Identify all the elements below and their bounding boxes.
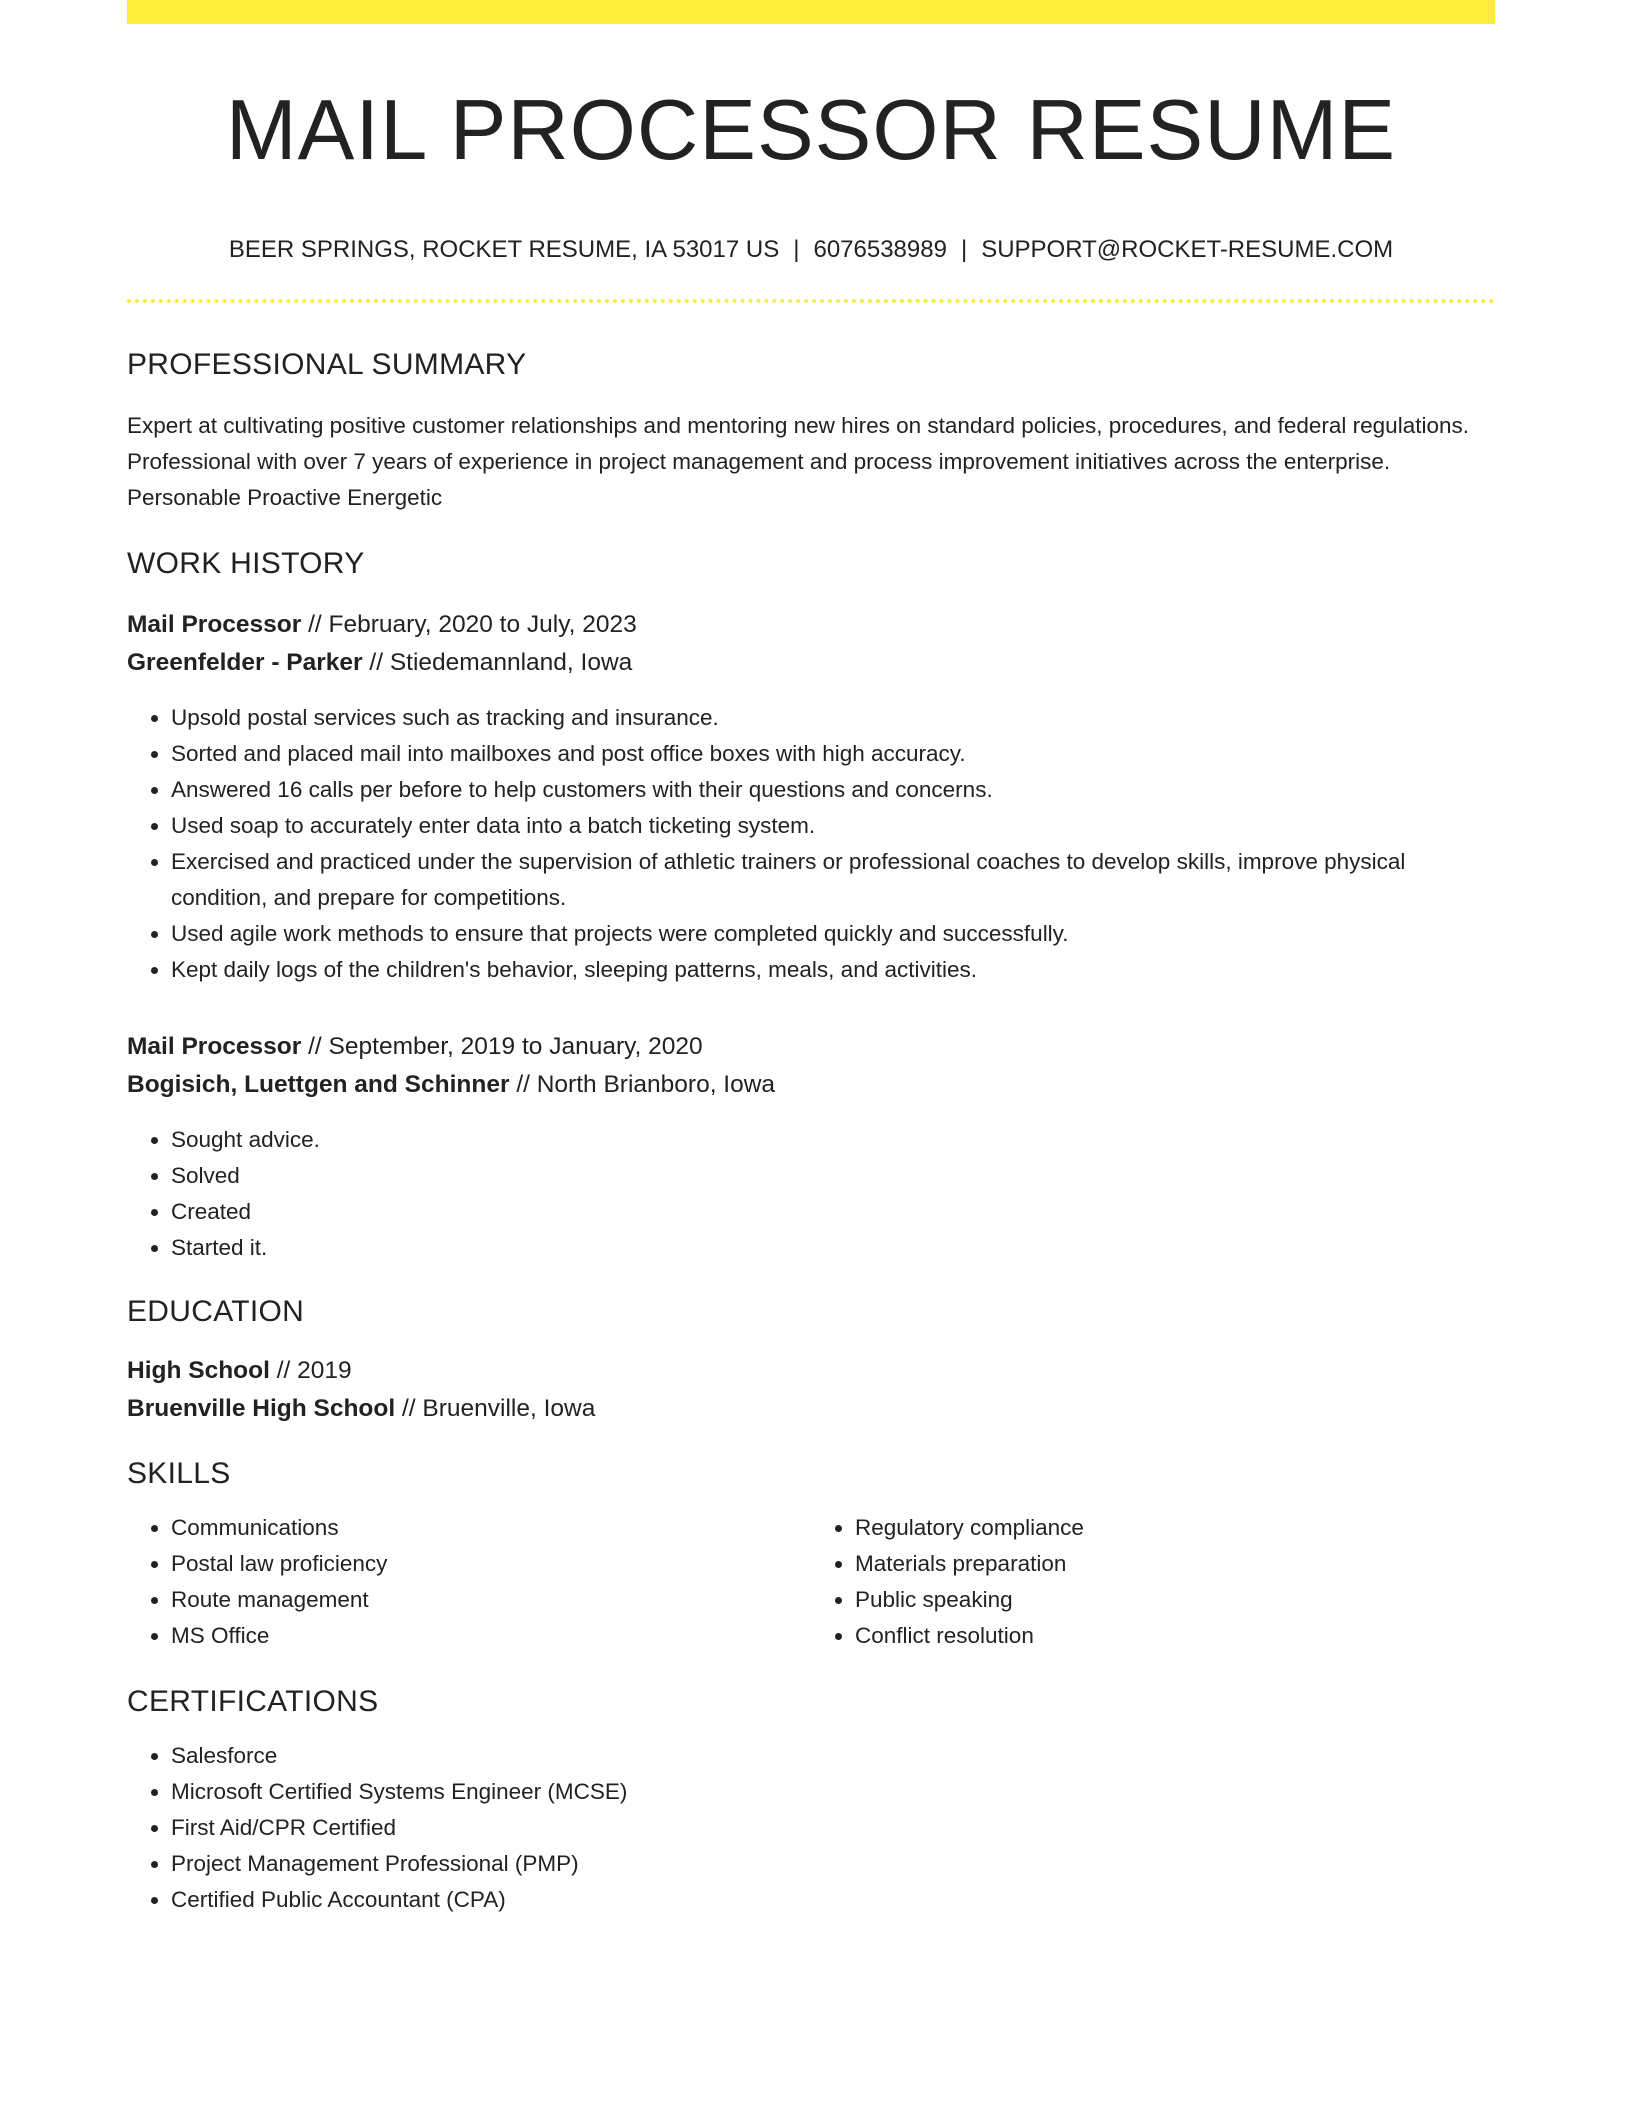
job-role: Mail Processor [127,1032,302,1060]
job-location: // North Brianboro, Iowa [509,1070,776,1098]
list-item: • MS Office [171,1618,811,1654]
job-duties-list [127,700,1495,988]
list-item: • Exercised and practiced under the supervision of athletic trainers or professional coaches to develop skills, improve physical condition, and prepare for competitions. [171,844,1495,916]
list-item: • Materials preparation [855,1546,1495,1582]
list-item: • Postal law proficiency [171,1546,811,1582]
contact-line [127,234,1495,265]
list-item: • First Aid/CPR Certified [171,1810,1495,1846]
job-dates: // September, 2019 to January, 2020 [301,1032,703,1060]
list-item: • Kept daily logs of the children's behavior, sleeping patterns, meals, and activities. [171,952,1495,988]
list-item: • Upsold postal services such as tracking and insurance. [171,700,1495,736]
resume-title: MAIL PROCESSOR RESUME [225,83,1397,178]
list-item: • Used agile work methods to ensure that projects were completed quickly and successfully. [171,916,1495,952]
work-history-heading: WORK HISTORY [127,546,365,580]
job-entry-header [127,606,1495,682]
contact-separator: | [793,235,800,263]
contact-address: BEER SPRINGS, ROCKET RESUME, IA 53017 US [228,235,780,263]
list-item: • Answered 16 calls per before to help customers with their questions and concerns. [171,772,1495,808]
list-item: • Started it. [171,1230,1495,1266]
job-company-line [127,644,1495,682]
list-item: • Solved [171,1158,1495,1194]
list-item: • Microsoft Certified Systems Engineer (MCSE) [171,1774,1495,1810]
job-dates: // February, 2020 to July, 2023 [301,610,637,638]
summary-heading: PROFESSIONAL SUMMARY [127,347,527,381]
job-title-line [127,606,1495,644]
job-company: Bogisich, Luettgen and Schinner [127,1070,510,1098]
top-accent-bar [127,0,1495,24]
education-year: // 2019 [269,1356,352,1384]
job-company-line [127,1066,1495,1104]
education-degree-line [127,1352,1495,1390]
skills-list-right [811,1510,1495,1654]
list-item: • Certified Public Accountant (CPA) [171,1882,1495,1918]
education-entry [127,1352,1495,1428]
list-item: • Project Management Professional (PMP) [171,1846,1495,1882]
job-title-line [127,1028,1495,1066]
dotted-divider [127,299,1495,303]
list-item: • Sought advice. [171,1122,1495,1158]
list-item: • Communications [171,1510,811,1546]
list-item: • Sorted and placed mail into mailboxes and post office boxes with high accuracy. [171,736,1495,772]
education-school-line [127,1390,1495,1428]
list-item: • Public speaking [855,1582,1495,1618]
list-item: • Salesforce [171,1738,1495,1774]
job-duties-list [127,1122,1495,1266]
certifications-list [127,1738,1495,1918]
job-company: Greenfelder - Parker [127,648,363,676]
education-heading: EDUCATION [127,1294,305,1328]
skills-heading: SKILLS [127,1456,231,1490]
contact-separator: | [960,235,968,263]
list-item: • Created [171,1194,1495,1230]
contact-phone: 6076538989 [813,235,947,263]
education-degree: High School [127,1356,270,1384]
resume-page [127,0,1495,1918]
job-entry-header [127,1028,1495,1104]
list-item: • Route management [171,1582,811,1618]
summary-text: Expert at cultivating positive customer relationships and mentoring new hires on standard policies, procedures, and federal regulations. Professional with over 7 years of experience in project management and process improvement initiatives across the enterprise. Personable Proactive Energetic [127,412,1469,510]
list-item: • Regulatory compliance [855,1510,1495,1546]
skills-list-left [127,1510,811,1654]
job-location: // Stiedemannland, Iowa [362,648,633,676]
education-location: // Bruenville, Iowa [395,1394,596,1422]
certifications-heading: CERTIFICATIONS [127,1684,379,1718]
contact-email: SUPPORT@ROCKET-RESUME.COM [981,235,1394,263]
list-item: • Conflict resolution [855,1618,1495,1654]
skills-grid [127,1510,1495,1654]
list-item: • Used soap to accurately enter data into a batch ticketing system. [171,808,1495,844]
education-school: Bruenville High School [127,1394,396,1422]
job-role: Mail Processor [127,610,302,638]
